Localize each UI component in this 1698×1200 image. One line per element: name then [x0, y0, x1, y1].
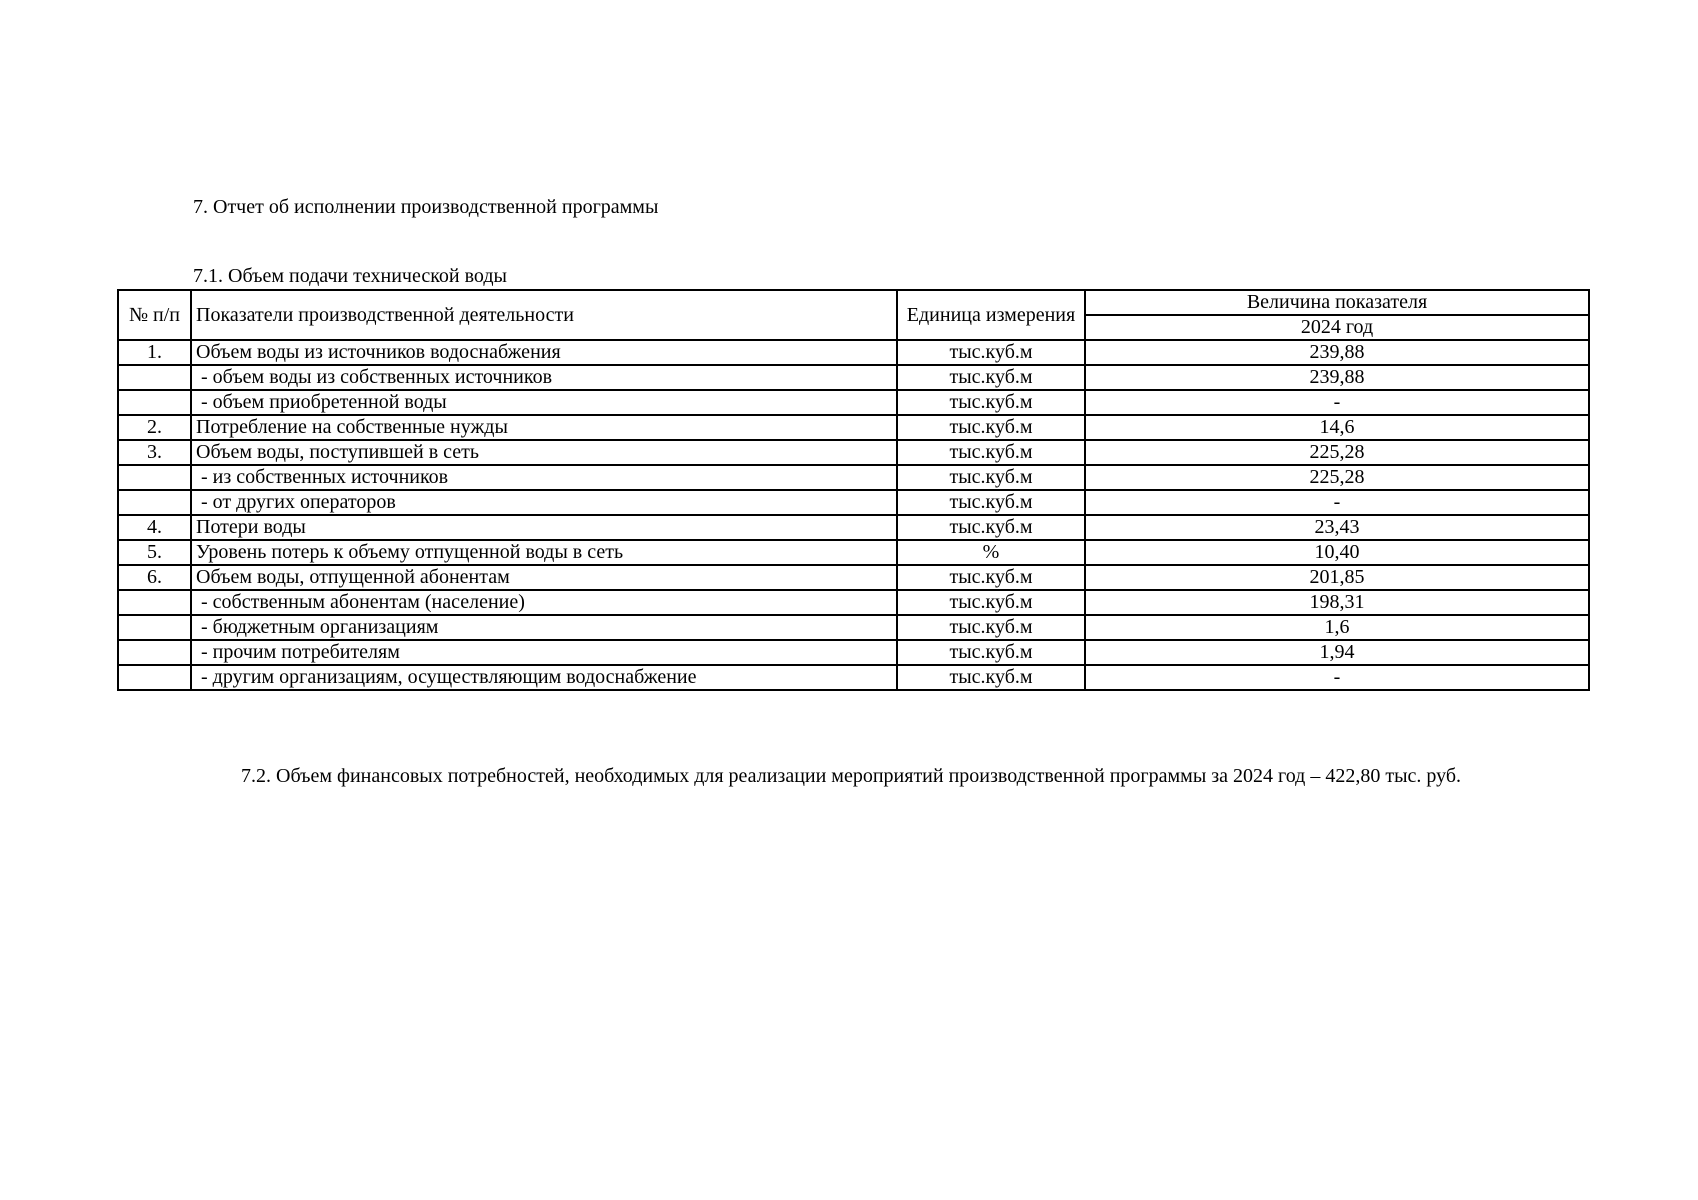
row-value: 225,28 [1085, 440, 1589, 465]
row-unit: тыс.куб.м [897, 565, 1085, 590]
table-body [118, 340, 1589, 690]
row-unit: тыс.куб.м [897, 390, 1085, 415]
row-number [118, 615, 191, 640]
header-num: № п/п [118, 290, 191, 340]
row-indicator: Потребление на собственные нужды [191, 415, 897, 440]
row-number [118, 390, 191, 415]
row-unit: тыс.куб.м [897, 640, 1085, 665]
row-number: 4. [118, 515, 191, 540]
row-value: 201,85 [1085, 565, 1589, 590]
table-row [118, 465, 1589, 490]
row-number [118, 590, 191, 615]
row-unit: тыс.куб.м [897, 365, 1085, 390]
table-row [118, 640, 1589, 665]
financial-needs-note: 7.2. Объем финансовых потребностей, необходимых для реализации мероприятий производственной программы за 2024 год – 422,80 тыс. руб. [241, 765, 1462, 787]
row-unit: тыс.куб.м [897, 615, 1085, 640]
table-row [118, 615, 1589, 640]
production-program-table [117, 289, 1590, 691]
header-unit: Единица измерения [897, 290, 1085, 340]
table-row [118, 440, 1589, 465]
row-indicator: Уровень потерь к объему отпущенной воды в сеть [191, 540, 897, 565]
table-row [118, 515, 1589, 540]
row-indicator: - другим организациям, осуществляющим водоснабжение [191, 665, 897, 690]
row-number: 1. [118, 340, 191, 365]
row-indicator: - объем воды из собственных источников [191, 365, 897, 390]
row-value: - [1085, 665, 1589, 690]
row-unit: тыс.куб.м [897, 590, 1085, 615]
row-unit: тыс.куб.м [897, 340, 1085, 365]
row-unit: тыс.куб.м [897, 665, 1085, 690]
row-number: 6. [118, 565, 191, 590]
row-unit: тыс.куб.м [897, 415, 1085, 440]
row-number [118, 465, 191, 490]
table-header-row [118, 290, 1589, 315]
row-indicator: Потери воды [191, 515, 897, 540]
row-unit: тыс.куб.м [897, 490, 1085, 515]
row-value: 198,31 [1085, 590, 1589, 615]
row-value: 1,6 [1085, 615, 1589, 640]
table-row [118, 390, 1589, 415]
row-value: 1,94 [1085, 640, 1589, 665]
table-row [118, 490, 1589, 515]
row-value: 225,28 [1085, 465, 1589, 490]
row-value: 23,43 [1085, 515, 1589, 540]
row-number [118, 490, 191, 515]
header-year: 2024 год [1085, 315, 1589, 340]
row-value: 239,88 [1085, 365, 1589, 390]
row-value: - [1085, 490, 1589, 515]
row-unit: тыс.куб.м [897, 465, 1085, 490]
row-value: - [1085, 390, 1589, 415]
table-row [118, 415, 1589, 440]
header-indicator: Показатели производственной деятельности [191, 290, 897, 340]
header-value-group: Величина показателя [1085, 290, 1589, 315]
table-row [118, 340, 1589, 365]
row-value: 10,40 [1085, 540, 1589, 565]
row-indicator: Объем воды, поступившей в сеть [191, 440, 897, 465]
table-row [118, 365, 1589, 390]
table-row [118, 540, 1589, 565]
row-unit: тыс.куб.м [897, 440, 1085, 465]
row-indicator: - прочим потребителям [191, 640, 897, 665]
row-indicator: Объем воды из источников водоснабжения [191, 340, 897, 365]
row-number: 5. [118, 540, 191, 565]
row-number [118, 365, 191, 390]
table-row [118, 565, 1589, 590]
row-indicator: - от других операторов [191, 490, 897, 515]
row-unit: % [897, 540, 1085, 565]
row-indicator: - из собственных источников [191, 465, 897, 490]
row-indicator: - собственным абонентам (население) [191, 590, 897, 615]
row-number [118, 640, 191, 665]
row-value: 14,6 [1085, 415, 1589, 440]
row-number: 3. [118, 440, 191, 465]
row-indicator: - бюджетным организациям [191, 615, 897, 640]
row-value: 239,88 [1085, 340, 1589, 365]
row-indicator: Объем воды, отпущенной абонентам [191, 565, 897, 590]
subsection-heading: 7.1. Объем подачи технической воды [193, 265, 507, 287]
section-heading: 7. Отчет об исполнении производственной программы [193, 196, 659, 218]
row-number: 2. [118, 415, 191, 440]
row-indicator: - объем приобретенной воды [191, 390, 897, 415]
row-number [118, 665, 191, 690]
row-unit: тыс.куб.м [897, 515, 1085, 540]
table-row [118, 665, 1589, 690]
table-row [118, 590, 1589, 615]
